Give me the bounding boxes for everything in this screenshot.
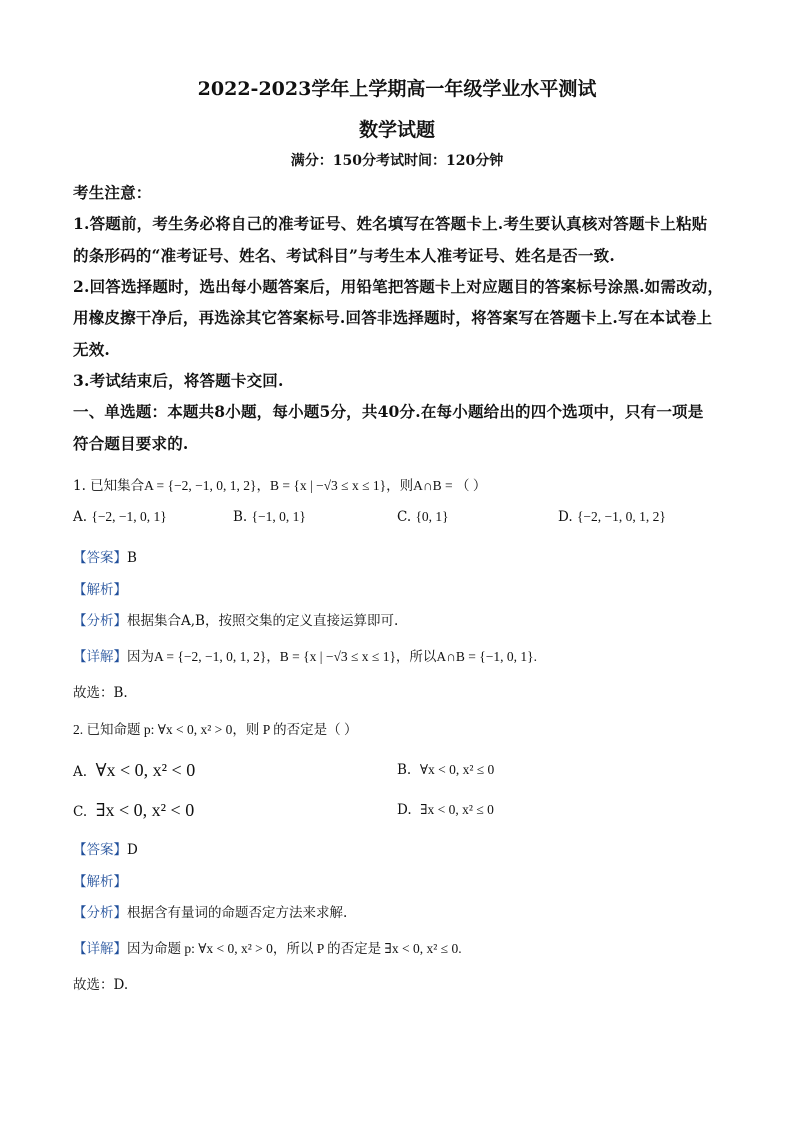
- question-1-stem: 1. 已知集合A = {−2, −1, 0, 1, 2}，B = {x | −√3 ≤ x ≤ 1}，则A∩B = （ ）: [73, 478, 487, 494]
- answer-value: D: [127, 842, 138, 858]
- option-text: ∀x < 0, x² < 0: [95, 760, 196, 780]
- option-text: {0, 1}: [415, 509, 449, 524]
- exam-subtitle: 数学试题: [358, 119, 435, 141]
- option-text: {−2, −1, 0, 1, 2}: [576, 509, 666, 524]
- question-2-analysis-tag: 【解析】: [73, 874, 127, 890]
- question-2-answer: [73, 838, 138, 858]
- exam-title: 2022-2023学年上学期高一年级学业水平测试: [197, 78, 597, 100]
- question-2-option-b[interactable]: [397, 762, 494, 778]
- question-1-set-a: A = {−2, −1, 0, 1, 2}: [144, 478, 257, 493]
- question-1-set-b: B = {x | −√3 ≤ x ≤ 1}: [269, 478, 387, 493]
- option-text: ∃x < 0, x² ≤ 0: [420, 802, 494, 817]
- question-1-option-c[interactable]: [397, 509, 449, 525]
- question-2-option-a[interactable]: [73, 760, 195, 781]
- option-label: B.: [397, 762, 412, 778]
- section-heading-line-2: 符合题目要求的.: [73, 434, 189, 453]
- option-text: {−2, −1, 0, 1}: [91, 509, 167, 524]
- detail-tag: 【详解】: [73, 941, 127, 957]
- option-label: A.: [73, 509, 88, 525]
- question-1-choose: 故选：B.: [73, 685, 128, 701]
- question-1-option-b[interactable]: [233, 509, 306, 525]
- question-2-stem: [73, 718, 358, 738]
- answer-tag: 【答案】: [73, 550, 127, 566]
- question-1-option-d[interactable]: [558, 509, 666, 525]
- question-1-detail: [73, 645, 537, 665]
- question-2-choose: 故选：D.: [73, 977, 129, 993]
- notice-item-1-line-1: 1.答题前，考生务必将自己的准考证号、姓名填写在答题卡上.考生要认真核对答题卡上粘贴: [73, 214, 708, 233]
- question-1-fenxi: [73, 609, 398, 629]
- option-label: D.: [558, 509, 573, 525]
- option-label: A.: [73, 764, 88, 780]
- question-1-analysis-tag: 【解析】: [73, 582, 127, 598]
- notice-item-2-line-3: 无效.: [73, 340, 110, 359]
- detail-text: 因为A = {−2, −1, 0, 1, 2}，B = {x | −√3 ≤ x ≤ 1}，所以A∩B = {−1, 0, 1}.: [127, 649, 537, 664]
- notice-item-1-line-2: 的条形码的“准考证号、姓名、考试科目”与考生本人准考证号、姓名是否一致.: [73, 246, 615, 265]
- section-heading-line-1: 一、单选题：本题共8小题，每小题5分，共40分.在每小题给出的四个选项中，只有一项是: [73, 402, 704, 421]
- question-2-stem-text: 2. 已知命题 p: ∀x < 0, x² > 0，则 P 的否定是（ ）: [73, 722, 358, 737]
- question-1-answer: [73, 546, 137, 566]
- notice-item-3: 3.考试结束后，将答题卡交回.: [73, 371, 284, 390]
- option-text: ∃x < 0, x² < 0: [95, 800, 195, 820]
- detail-text: 因为命题 p: ∀x < 0, x² > 0，所以 P 的否定是 ∃x < 0, x² ≤ 0.: [127, 941, 462, 956]
- option-label: C.: [73, 804, 88, 820]
- question-2-option-c[interactable]: [73, 800, 194, 821]
- exam-meta: 满分：150分考试时间：120分钟: [290, 153, 504, 169]
- question-1-expression: A∩B = （ ）: [413, 478, 487, 493]
- answer-value: B: [127, 550, 137, 566]
- question-1-ask: ，则: [386, 478, 414, 494]
- notice-item-2-line-2: 用橡皮擦干净后，再选涂其它答案标号.回答非选择题时，将答案写在答题卡上.写在本试卷上: [73, 308, 713, 327]
- option-label: C.: [397, 509, 412, 525]
- fenxi-tag: 【分析】: [73, 905, 127, 921]
- answer-tag: 【答案】: [73, 842, 127, 858]
- notice-item-2-line-1: 2.回答选择题时，选出每小题答案后，用铅笔把答题卡上对应题目的答案标号涂黑.如需改动，: [73, 277, 724, 296]
- fenxi-text: 根据含有量词的命题否定方法来求解.: [127, 905, 348, 921]
- option-label: D.: [397, 802, 412, 818]
- option-text: ∀x < 0, x² ≤ 0: [419, 762, 495, 777]
- fenxi-text: 根据集合A,B，按照交集的定义直接运算即可.: [127, 613, 399, 629]
- question-2-detail: [73, 937, 462, 957]
- fenxi-tag: 【分析】: [73, 613, 127, 629]
- option-label: B.: [233, 509, 248, 525]
- question-2-option-d[interactable]: [397, 802, 494, 818]
- question-2-fenxi: [73, 901, 347, 921]
- detail-tag: 【详解】: [73, 649, 127, 665]
- question-1-option-a[interactable]: [73, 509, 167, 525]
- question-1-prefix: 1. 已知集合: [73, 478, 145, 494]
- option-text: {−1, 0, 1}: [251, 509, 306, 524]
- notice-heading: 考生注意：: [73, 183, 152, 202]
